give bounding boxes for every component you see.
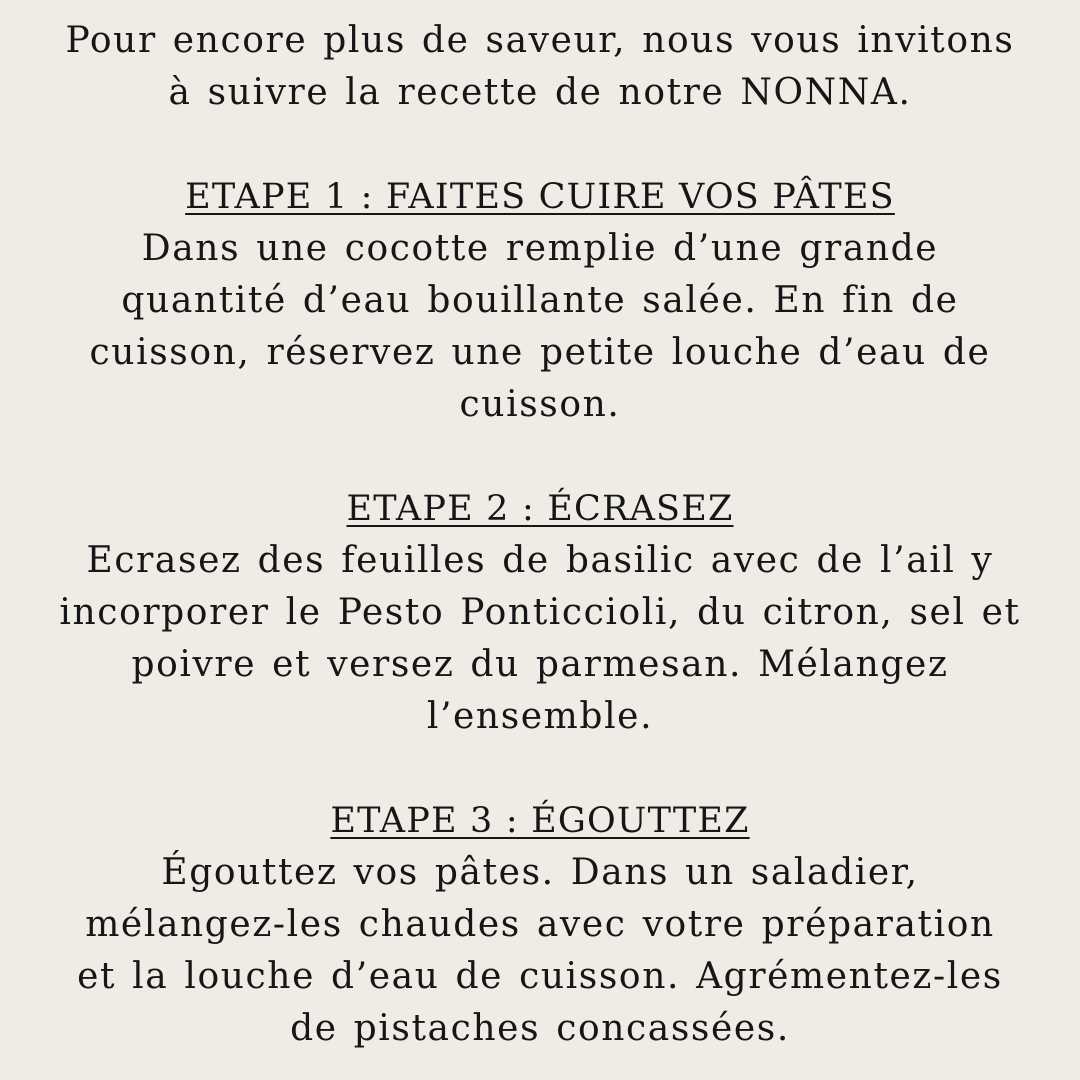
step-1: [40, 171, 1040, 431]
spacer: [40, 119, 1040, 171]
step-2-title: ETAPE 2 : ÉCRASEZ: [346, 489, 734, 529]
step-3: [40, 795, 1040, 1055]
step-3-line: mélangez-les chaudes avec votre préparation: [85, 904, 995, 945]
step-2-line: Ecrasez des feuilles de basilic avec de l’ail y: [86, 540, 994, 581]
step-2-heading: [40, 483, 1040, 535]
step-2-line: incorporer le Pesto Ponticcioli, du citron, sel et: [59, 592, 1021, 633]
spacer: [40, 431, 1040, 483]
step-1-line: quantité d’eau bouillante salée. En fin de: [121, 280, 959, 321]
step-3-line: Égouttez vos pâtes. Dans un saladier,: [161, 852, 919, 893]
step-3-line: de pistaches concassées.: [290, 1008, 790, 1049]
step-1-line: Dans une cocotte remplie d’une grande: [141, 228, 939, 269]
step-1-heading: [40, 171, 1040, 223]
step-1-title: ETAPE 1 : FAITES CUIRE VOS PÂTES: [185, 177, 895, 217]
intro-paragraph: [40, 15, 1040, 119]
step-2-line: l’ensemble.: [426, 696, 654, 737]
step-2-line: poivre et versez du parmesan. Mélangez: [131, 644, 949, 685]
recipe-text-block: [40, 15, 1040, 1055]
step-3-title: ETAPE 3 : ÉGOUTTEZ: [330, 801, 750, 841]
step-2: [40, 483, 1040, 743]
intro-line: Pour encore plus de saveur, nous vous invitons: [65, 20, 1015, 61]
spacer: [40, 743, 1040, 795]
intro-line: à suivre la recette de notre NONNA.: [168, 72, 912, 113]
step-3-line: et la louche d’eau de cuisson. Agrémentez-les: [77, 956, 1003, 997]
step-1-line: cuisson, réservez une petite louche d’eau de: [89, 332, 991, 373]
step-1-line: cuisson.: [459, 384, 621, 425]
step-3-heading: [40, 795, 1040, 847]
